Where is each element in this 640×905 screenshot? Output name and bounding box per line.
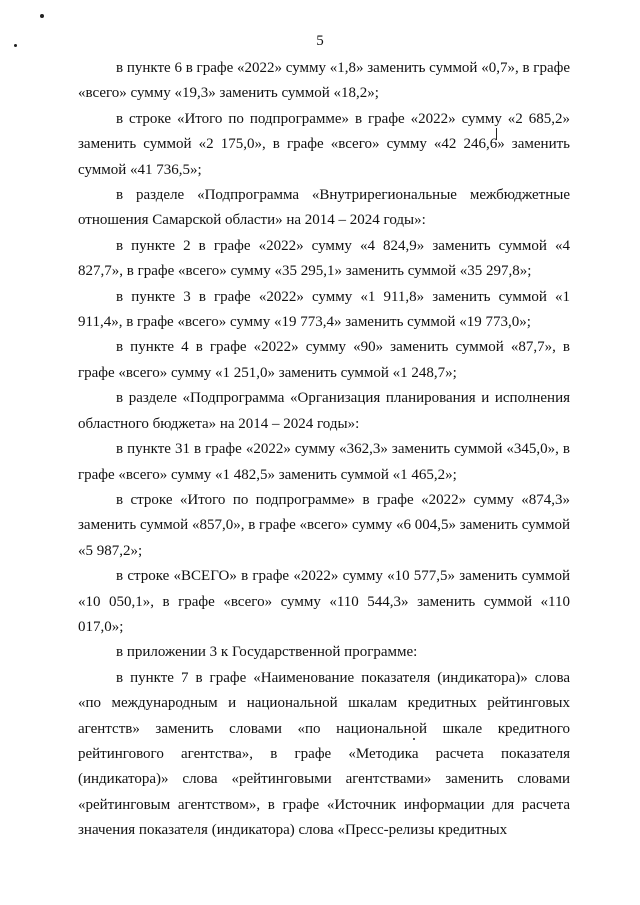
page-number: 5 — [316, 33, 324, 49]
paragraph: в разделе «Подпрограмма «Внутрирегиональные межбюджетные отношения Самарской области» на 2014 – 2024 годы»: — [78, 187, 570, 229]
paragraph: в пункте 2 в графе «2022» сумму «4 824,9» заменить суммой «4 827,7», в графе «всего» сумму «35 295,1» заменить суммой «35 297,8»; — [78, 237, 570, 280]
paragraph: в пункте 3 в графе «2022» сумму «1 911,8» заменить суммой «1 911,4», в графе «всего» сумму «19 773,4» заменить суммой «19 773,0»; — [78, 288, 570, 331]
paragraph: в пункте 6 в графе «2022» сумму «1,8» заменить суммой «0,7», в графе «всего» сумму «19,3» заменить суммой «18,2»; — [78, 60, 570, 102]
paragraph: в строке «Итого по подпрограмме» в графе «2022» сумму «874,3» заменить суммой «857,0», в графе «всего» сумму «6 004,5» заменить суммой «5 987,2»; — [78, 491, 570, 559]
paragraph: в строке «ВСЕГО» в графе «2022» сумму «10 577,5» заменить суммой «10 050,1», в графе «всего» сумму «110 544,3» заменить суммой «110 017,0»; — [78, 568, 570, 635]
paragraph: в пункте 31 в графе «2022» сумму «362,3» заменить суммой «345,0», в графе «всего» сумму «1 482,5» заменить суммой «1 465,2»; — [78, 441, 570, 483]
scan-speck — [40, 14, 44, 18]
paragraph: в приложении 3 к Государственной программе: — [116, 644, 418, 661]
paragraph: в пункте 4 в графе «2022» сумму «90» заменить суммой «87,7», в графе «всего» сумму «1 251,0» заменить суммой «1 248,7»; — [78, 339, 570, 381]
paragraph: в строке «Итого по подпрограмме» в графе «2022» сумму «2 685,2» заменить суммой «2 175,0», в графе «всего» сумму «42 246,6» заменить суммой «41 736,5»; — [78, 110, 570, 178]
paragraph: в разделе «Подпрограмма «Организация планирования и исполнения областного бюджета» на 2014 – 2024 годы»: — [78, 390, 570, 432]
paragraph: в пункте 7 в графе «Наименование показателя (индикатора)» слова «по международным и национальной шкалам кредитных рейтинговых агентств» заменить словами «по национальной шкале кредитного рейтингового агентства», в графе «Методика расчета показателя (индикатора)» слова «рейтинговыми агентствами» заменить словами «рейтинговым агентством», в графе «Источник информации для расчета значения показателя (индикатора) слова «Пресс-релизы кредитных — [78, 669, 570, 839]
document-body — [78, 56, 570, 844]
